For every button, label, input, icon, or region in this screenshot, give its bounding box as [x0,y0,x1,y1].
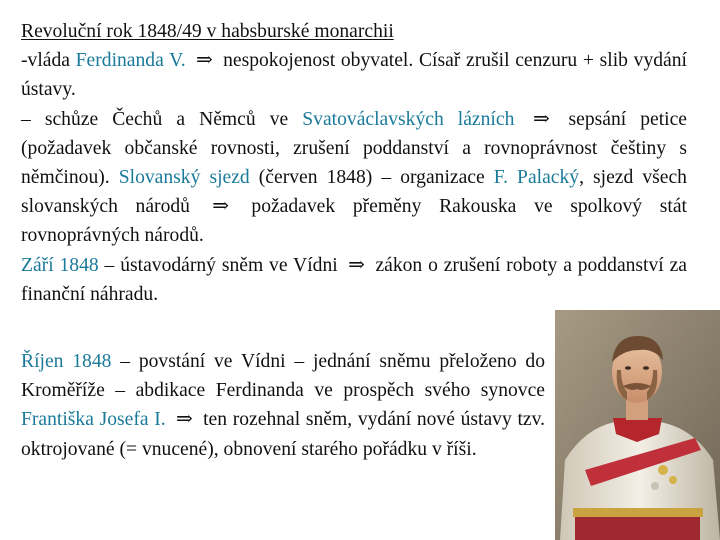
highlight-svatovaclavske-lazne: Svatováclavských lázních [302,108,515,130]
page-title: Revoluční rok 1848/49 v habsburské monarchii [21,21,394,42]
paragraph-october: Říjen 1848 – povstání ve Vídni – jednání sněmu přeloženo do Kroměříže – abdikace Ferdinanda ve prospěch svého synovce Františka Josefa I. ⇒ ten rozehnal sněm, vydání nové ústavy tzv. oktrojované (= vnucené), obnovení starého pořádku v říši. [21,351,546,460]
implies-arrow-icon: ⇒ [212,195,230,218]
portrait-image [555,310,720,540]
highlight-slovansky-sjezd: Slovanský sjezd [118,167,250,189]
main-text-block [21,17,687,309]
portrait-franz-joseph [555,310,720,540]
highlight-ferdinand: Ferdinanda V. [75,50,186,72]
highlight-zari-1848: Září 1848 [21,254,99,276]
implies-arrow-icon: ⇒ [195,49,213,72]
highlight-palacky: F. Palacký [493,167,580,189]
paragraph-meeting: – schůze Čechů a Němců ve Svatováclavských lázních ⇒ sepsání petice (požadavek občanské rovnosti, zrušení poddanství a rovnoprávnost češtiny s němčinou). Slovanský sjezd (červen 1848) – organizace F. Palacký, sjezd všech slovanských národů ⇒ požadavek přeměny Rakouska ve spolkový stát rovnoprávných národů. [21,105,687,251]
paragraph-ferdinand: -vláda Ferdinanda V. ⇒ nespokojenost obyvatel. Císař zrušil cenzuru + slib vydání ústavy. [21,46,687,104]
paragraph-september: Září 1848 – ústavodárný sněm ve Vídni ⇒ zákon o zrušení roboty a poddanství za finanční náhradu. [21,251,687,309]
highlight-rijen-1848: Říjen 1848 [21,351,112,372]
implies-arrow-icon: ⇒ [176,408,193,431]
implies-arrow-icon: ⇒ [348,253,365,276]
implies-arrow-icon: ⇒ [533,107,550,130]
highlight-frantisek-josef: Františka Josefa I. [21,409,166,431]
